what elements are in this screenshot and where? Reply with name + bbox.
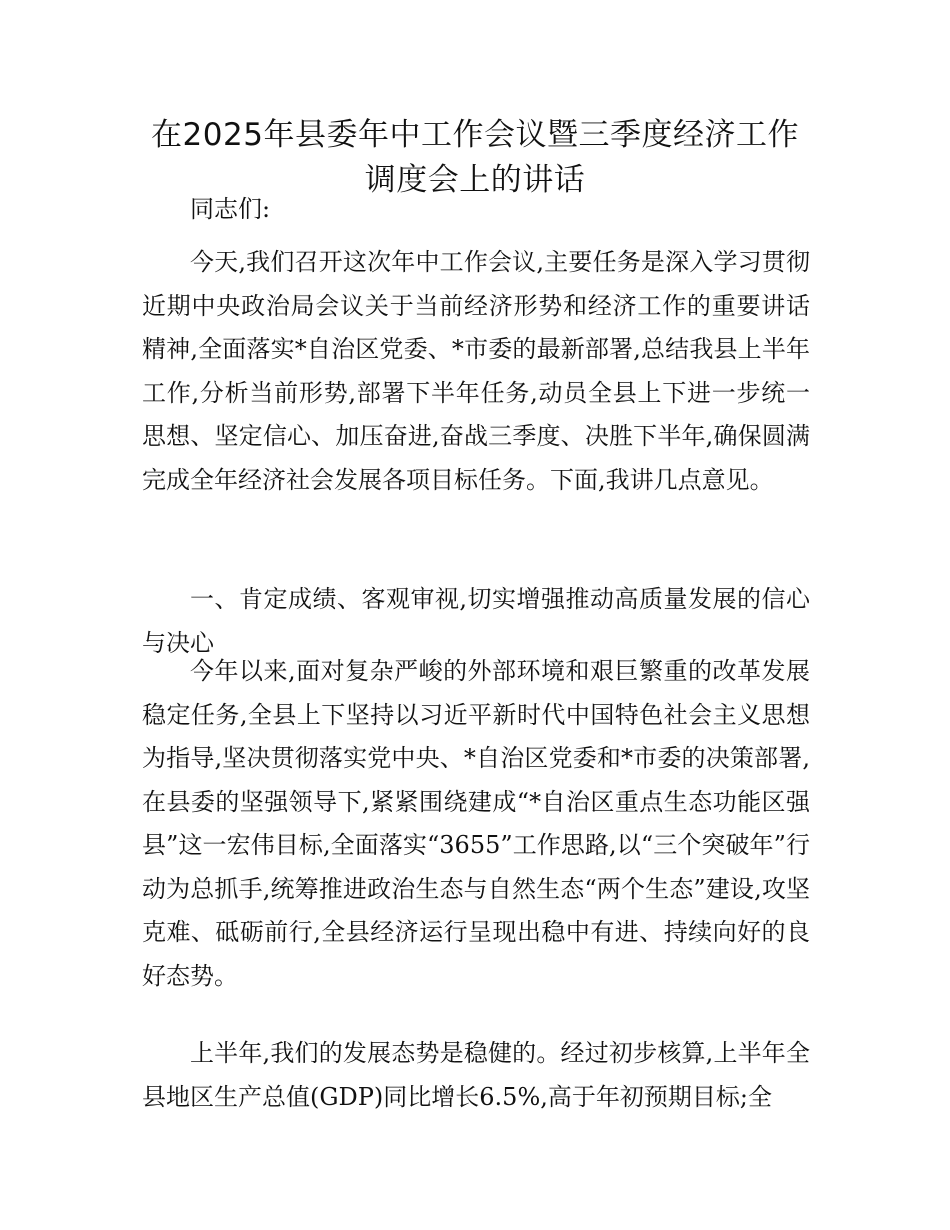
paragraph-achievements: 今年以来,面对复杂严峻的外部环境和艰巨繁重的改革发展稳定任务,全县上下坚持以习近平新时代中国特色社会主义思想为指导,坚决贯彻落实党中央、*自治区党委和*市委的决策部署,在县委的坚强领导下,紧紧围绕建成“*自治区重点生态功能区强县”这一宏伟目标,全面落实“3655”工作思路,以“三个突破年”行动为总抓手,统筹推进政治生态与自然生态“两个生态”建设,攻坚克难、砥砺前行,全县经济运行呈现出稳中有进、持续向好的良好态势。 [142, 657, 810, 990]
section-heading: 一、肯定成绩、客观审视,切实增强推动高质量发展的信心与决心 [142, 585, 810, 657]
document-title-line-1: 在2025年县委年中工作会议暨三季度经济工作 [151, 117, 799, 153]
paragraph-first-half: 上半年,我们的发展态势是稳健的。经过初步核算,上半年全县地区生产总值(GDP)同比增长6.5%,高于年初预期目标;全 [142, 1039, 810, 1111]
document-title-line-2: 调度会上的讲话 [364, 162, 586, 198]
greeting: 同志们: [190, 195, 271, 223]
paragraph-intro: 今天,我们召开这次年中工作会议,主要任务是深入学习贯彻近期中央政治局会议关于当前经济形势和经济工作的重要讲话精神,全面落实*自治区党委、*市委的最新部署,总结我县上半年工作,分析当前形势,部署下半年任务,动员全县上下进一步统一思想、坚定信心、加压奋进,奋战三季度、决胜下半年,确保圆满完成全年经济社会发展各项目标任务。下面,我讲几点意见。 [142, 248, 810, 494]
